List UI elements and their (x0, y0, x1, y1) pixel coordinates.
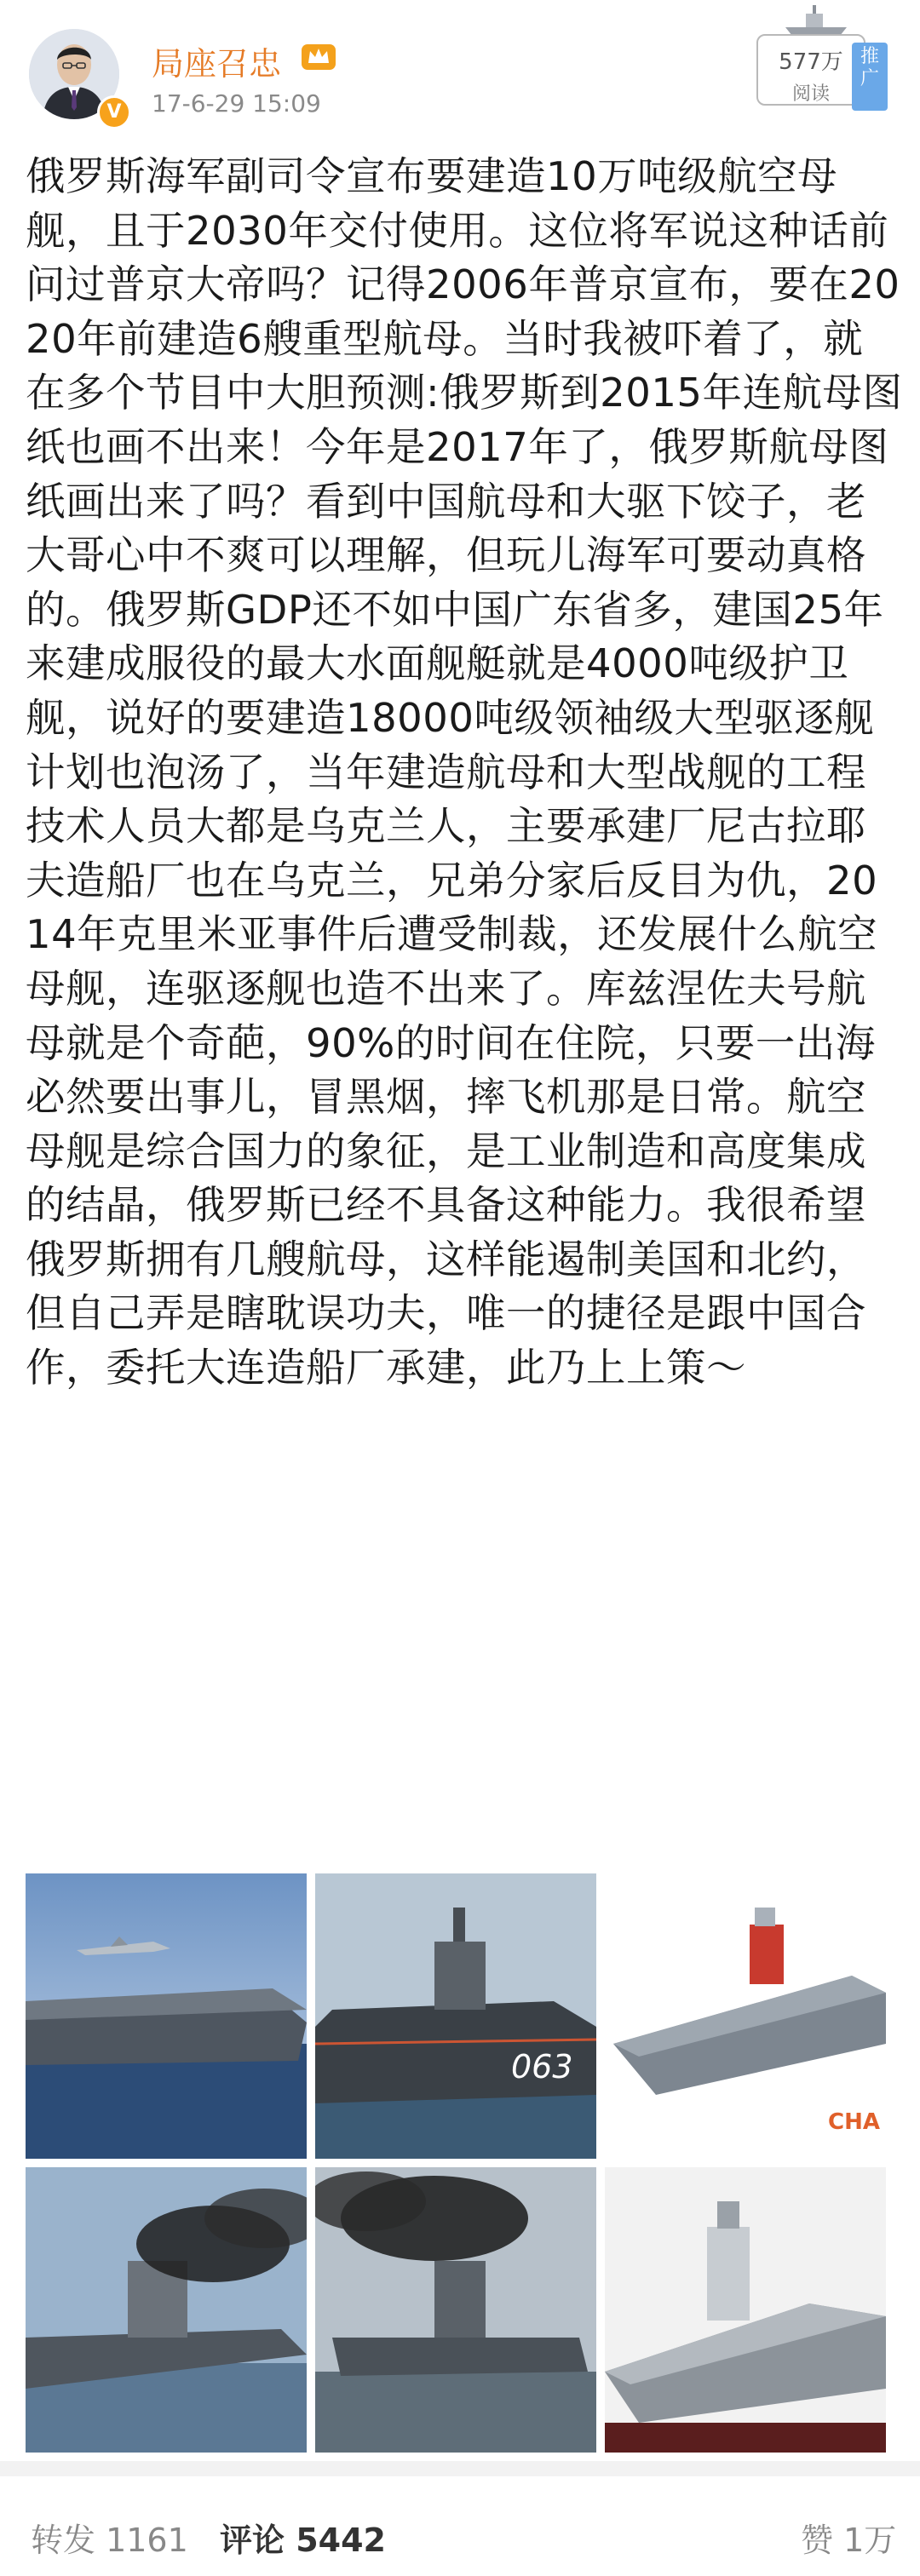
comment-button[interactable]: 评论 5442 (220, 2521, 386, 2559)
carrier-with-jet-photo[interactable] (26, 1873, 307, 2159)
read-count-box (756, 34, 865, 106)
post-header (0, 0, 920, 145)
carrier-black-smoke-photo-2[interactable] (315, 2167, 596, 2453)
read-label: 阅读 (791, 83, 830, 105)
post-actions (0, 2495, 920, 2563)
carrier-model-render-2[interactable] (605, 2167, 886, 2453)
like-button[interactable]: 赞 1万 (801, 2521, 897, 2559)
carrier-black-smoke-photo-1[interactable] (26, 2167, 307, 2453)
post-text: 俄罗斯海军副司令宣布要建造10万吨级航空母舰，且于2030年交付使用。这位将军说这种话前问过普京大帝吗？记得2006年普京宣布，要在2020年前建造6艘重型航母。当时我被吓着了，就在多个节目中大胆预测:俄罗斯到2015年连航母图纸也画不出来！今年是2017年了，俄罗斯航母图纸画出来了吗？看到中国航母和大驱下饺子，老大哥心中不爽可以理解，但玩儿海军可要动真格的。俄罗斯GDP还不如中国广东省多，建国25年来建成服役的最大水面舰艇就是4000吨级护卫舰，说好的要建造18000吨级领袖级大型驱逐舰计划也泡汤了，当年建造航母和大型战舰的工程技术人员大都是乌克兰人，主要承建厂尼古拉耶夫造船厂也在乌克兰，兄弟分家后反目为仇，2014年克里米亚事件后遭受制裁，还发展什么航空母舰，连驱逐舰也造不出来了。库兹涅佐夫号航母就是个奇葩，90%的时间在住院，只要一出海必然要出事儿，冒黑烟，摔飞机那是日常。航空母舰是综合国力的象征，是工业制造和高度集成的结晶，俄罗斯已经不具备这种能力。我很希望俄罗斯拥有几艘航母，这样能遏制美国和北约，但自己弄是瞎耽误功夫，唯一的捷径是跟中国合作，委托大连造船厂承建，此乃上上策～ (26, 153, 903, 1391)
read-count: 577万 (779, 49, 843, 75)
verified-badge-icon: V (97, 95, 131, 129)
crown-member-icon (300, 39, 337, 72)
promo-tag[interactable]: 推广 (852, 43, 888, 111)
post-timestamp: 17-6-29 15:09 (152, 89, 321, 118)
username[interactable]: 局座召忠 (152, 45, 282, 83)
footer-divider (0, 2461, 920, 2476)
carrier-model-render-1[interactable] (605, 1873, 886, 2159)
repost-button[interactable]: 转发 1161 (31, 2521, 188, 2559)
svg-text:063: 063 (511, 2048, 573, 2085)
carrier-bow-063-photo[interactable] (315, 1873, 596, 2159)
image-overlay-text: CHA (828, 2109, 880, 2135)
